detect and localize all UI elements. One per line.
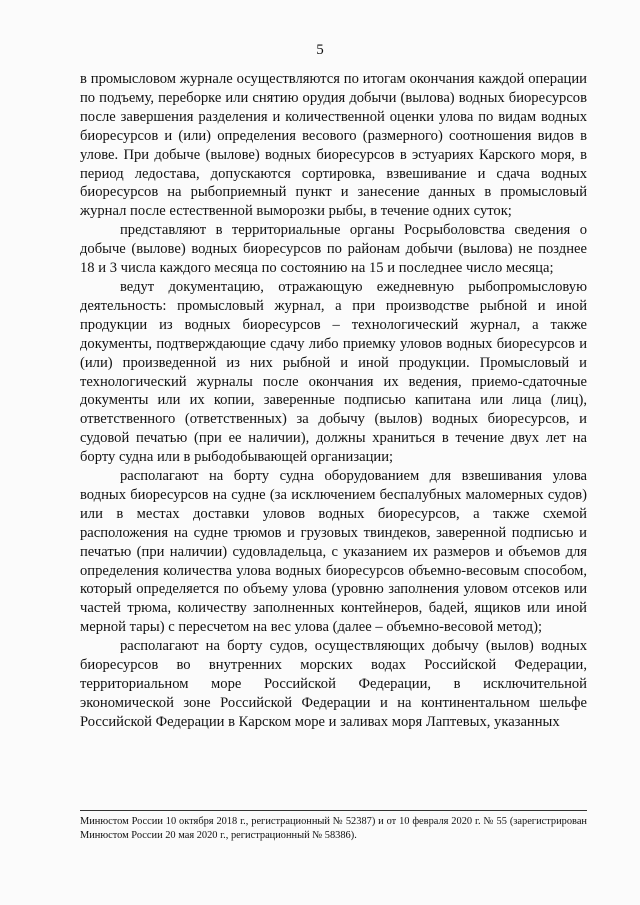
- paragraph: в промысловом журнале осуществляются по итогам окончания каждой операции по подъему, переборке или снятию орудия добычи (вылова) водных биоресурсов после завершения разделения и количественной оценки улова по видам водных биоресурсов и (или) определения весового (размерного) соотношения видов в улове. При добыче (вылове) водных биоресурсов в эстуариях Карского моря, в период ледостава, допускаются сортировка, взвешивание и сдача водных биоресурсов на рыбоприемный пункт и занесение данных в промысловый журнал после естественной выморозки рыбы, в течение одних суток;: [80, 71, 587, 220]
- footnote: Минюстом России 10 октября 2018 г., регистрационный № 52387) и от 10 февраля 2020 г. № 55 (зарегистрирован Минюстом России 20 мая 2020 г., регистрационный № 58386).: [80, 816, 587, 841]
- paragraph: ведут документацию, отражающую ежедневную рыбопромысловую деятельность: промысловый журнал, а при производстве рыбной и иной продукции из водных биоресурсов – технологический журнал, а также документы, подтверждающие сдачу либо приемку уловов водных биоресурсов и (или) произведенной из них рыбной и иной продукции. Промысловый и технологический журналы после окончания их ведения, приемо-сдаточные документы или их копии, заверенные подписью капитана или лица (лиц), ответственного (ответственных) за добычу (вылов) водных биоресурсов, и судовой печатью (при ее наличии), должны храниться в течение двух лет на борту судна или в рыбодобывающей организации;: [80, 278, 587, 466]
- paragraph: располагают на борту судов, осуществляющих добычу (вылов) водных биоресурсов во внутренних морских водах Российской Федерации, территориальном море Российской Федерации, в исключительной экономической зоне Российской Федерации и на континентальном шельфе Российской Федерации в Карском море и заливах моря Лаптевых, указанных: [80, 638, 587, 730]
- body-text: [80, 70, 587, 732]
- paragraph: представляют в территориальные органы Росрыболовства сведения о добыче (вылове) водных биоресурсов по районам добычи (вылова) не позднее 18 и 3 числа каждого месяца по состоянию на 15 и последнее число месяца;: [80, 222, 587, 277]
- page-number: 5: [316, 42, 324, 58]
- paragraph: располагают на борту судна оборудованием для взвешивания улова водных биоресурсов на судне (за исключением беспалубных маломерных судов) или в местах доставки уловов водных биоресурсов, а также схемой расположения на судне трюмов и грузовых твиндеков, заверенной подписью и печатью (при наличии) судовладельца, с указанием их размеров и объемов для определения количества улова водных биоресурсов объемно-весовым способом, который определяется по объему улова (уровню заполнения уловом отсеков или частей трюма, количеству заполненных контейнеров, бадей, ящиков или иной мерной тары) с пересчетом на вес улова (далее – объемно-весовой метод);: [80, 468, 587, 636]
- footnote-divider: [80, 810, 587, 811]
